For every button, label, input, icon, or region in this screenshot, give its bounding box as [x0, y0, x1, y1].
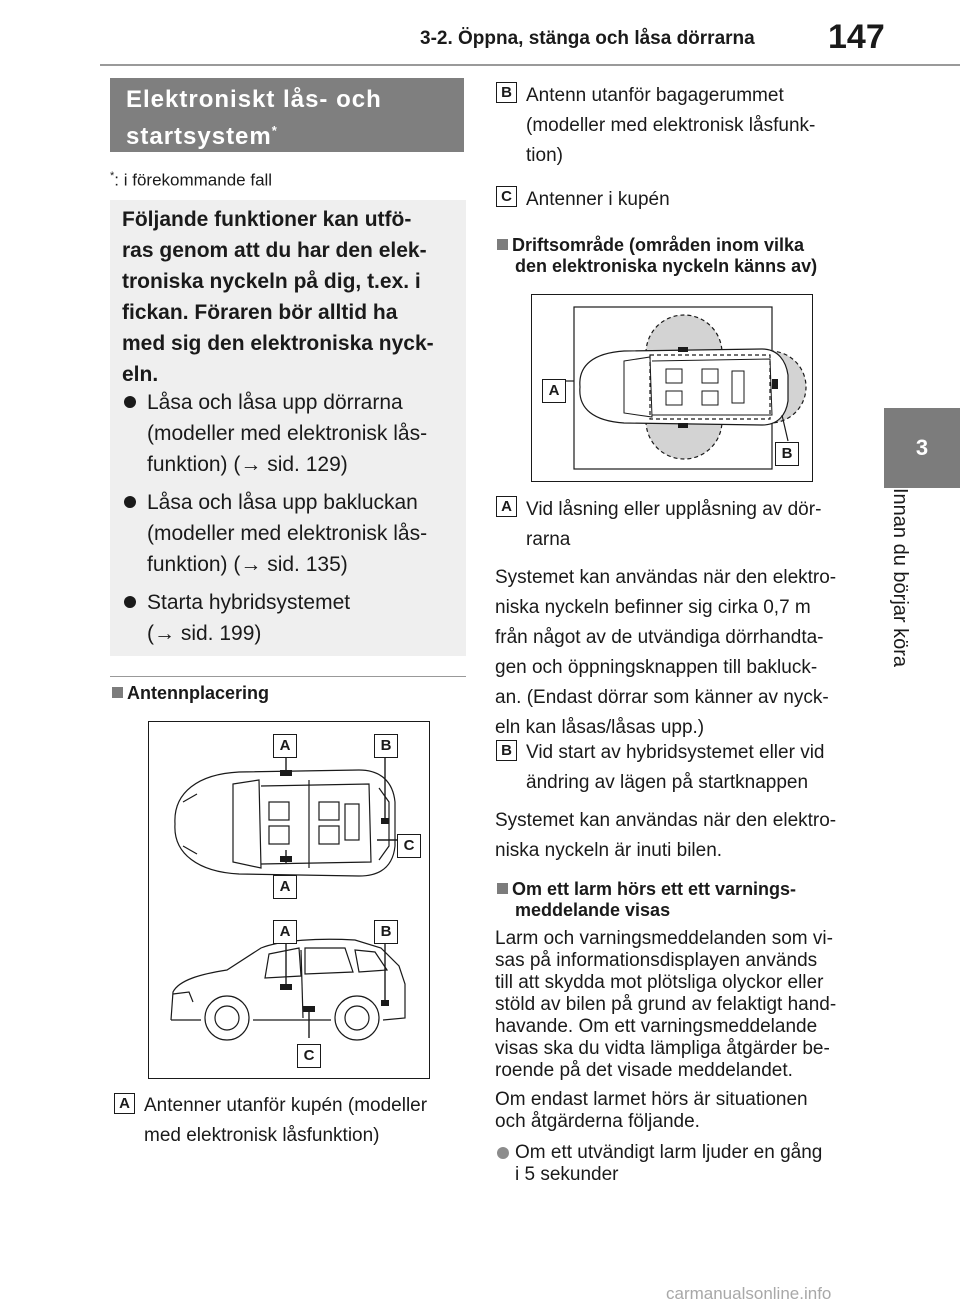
antenna-callout-c-side: C — [297, 1044, 321, 1068]
car-range-illustration — [532, 295, 812, 481]
chapter-tab[interactable]: 3 — [884, 408, 960, 488]
square-bullet-icon — [497, 239, 508, 250]
header-divider — [100, 64, 960, 66]
antenna-callout-c-top: C — [397, 834, 421, 858]
alarm-para-1: Larm och varningsmeddelanden som vi- sas på informationsdisplayen används till att skydda mot plötsliga olyckor eller stöld av bilen på grund av felaktigt hand- havande. Om ett varningsmeddelande visas ska du vidta lämpliga åtgärder be- roende på det visade meddelandet. — [495, 928, 837, 1081]
alarm-para-2: Om endast larmet hörs är situationen och åtgärderna följande. — [495, 1089, 808, 1132]
range-callout-a: A — [542, 379, 566, 403]
page-ref-link[interactable]: (→ sid. 199) — [147, 622, 262, 645]
legend-c-text: Antenner i kupén — [526, 189, 670, 210]
range-callout-b: B — [775, 442, 799, 466]
banner-line-1: Elektroniskt lås- och — [126, 86, 382, 113]
range-item-a-text: Vid låsning eller upplåsning av dör- rarna — [526, 499, 822, 550]
alarm-heading: Om ett larm hörs ett ett varnings- meddelande visas — [497, 879, 796, 921]
page-number: 147 — [828, 18, 885, 56]
range-para-a: Systemet kan användas när den elektro- niska nyckeln befinner sig cirka 0,7 m från något av de utvändiga dörrhandta- gen och öppningsknappen till bakluck- an. (Endast dörrar som känner av nyck- eln kan låsas/låsas upp.) — [495, 567, 837, 738]
chapter-title: Innan du börjar köra — [889, 488, 911, 668]
footnote: *: i förekommande fall — [110, 170, 273, 190]
bullet-icon — [124, 596, 136, 608]
section-divider — [110, 676, 466, 677]
antenna-location-diagram — [148, 721, 430, 1079]
legend-label-c: C — [496, 186, 517, 207]
alarm-list-item: Om ett utvändigt larm ljuder en gång i 5 sekunder — [497, 1142, 847, 1188]
antenna-callout-a-bottom: A — [273, 875, 297, 899]
square-bullet-icon — [112, 687, 123, 698]
page-ref-link[interactable]: funktion) (→ sid. 129) — [147, 453, 348, 476]
car-antenna-illustration — [149, 722, 429, 1078]
antenna-callout-b-top: B — [374, 734, 398, 758]
antenna-callout-a-side: A — [273, 920, 297, 944]
range-label-b: B — [496, 740, 517, 761]
section-banner — [110, 78, 464, 152]
chapter-title-tab[interactable] — [884, 488, 960, 708]
legend-label-b: B — [496, 82, 517, 103]
antenna-heading: Antennplacering — [112, 683, 269, 704]
bullet-icon — [124, 396, 136, 408]
antenna-callout-a-top: A — [273, 734, 297, 758]
page-ref-link[interactable]: funktion) (→ sid. 135) — [147, 553, 348, 576]
list-item-lock-doors: Låsa och låsa upp dörrarna (modeller med elektronisk lås- funktion) (→ sid. 129) — [122, 387, 462, 480]
section-title: 3-2. Öppna, stänga och låsa dörrarna — [420, 28, 755, 49]
operating-range-diagram — [531, 294, 813, 482]
watermark: carmanualsonline.info — [666, 1284, 832, 1303]
bullet-icon — [497, 1147, 509, 1159]
range-para-b: Systemet kan användas när den elektro- niska nyckeln är inuti bilen. — [495, 810, 837, 861]
legend-b-text: Antenn utanför bagagerummet (modeller med elektronisk låsfunk- tion) — [526, 85, 816, 166]
list-item-lock-tailgate: Låsa och låsa upp bakluckan (modeller med elektronisk lås- funktion) (→ sid. 135) — [122, 487, 462, 580]
legend-a-text: Antenner utanför kupén (modeller med elektronisk låsfunktion) — [144, 1095, 428, 1146]
range-item-b-text: Vid start av hybridsystemet eller vid ändring av lägen på startknappen — [526, 742, 825, 793]
legend-label-a: A — [114, 1093, 135, 1114]
intro-text: Följande funktioner kan utfö- ras genom att du har den elek- troniska nyckeln på dig, t.ex. i fickan. Föraren bör alltid ha med sig den elektroniska nyck- eln. — [122, 208, 434, 386]
antenna-callout-b-side: B — [374, 920, 398, 944]
range-heading: Driftsområde (områden inom vilka den elektroniska nyckeln känns av) — [497, 235, 817, 277]
banner-line-2: startsystem* — [126, 123, 278, 150]
bullet-icon — [124, 496, 136, 508]
banner-star: * — [271, 123, 278, 138]
list-item-start-hybrid: Starta hybridsystemet (→ sid. 199) — [122, 587, 462, 649]
square-bullet-icon — [497, 883, 508, 894]
range-label-a: A — [496, 496, 517, 517]
